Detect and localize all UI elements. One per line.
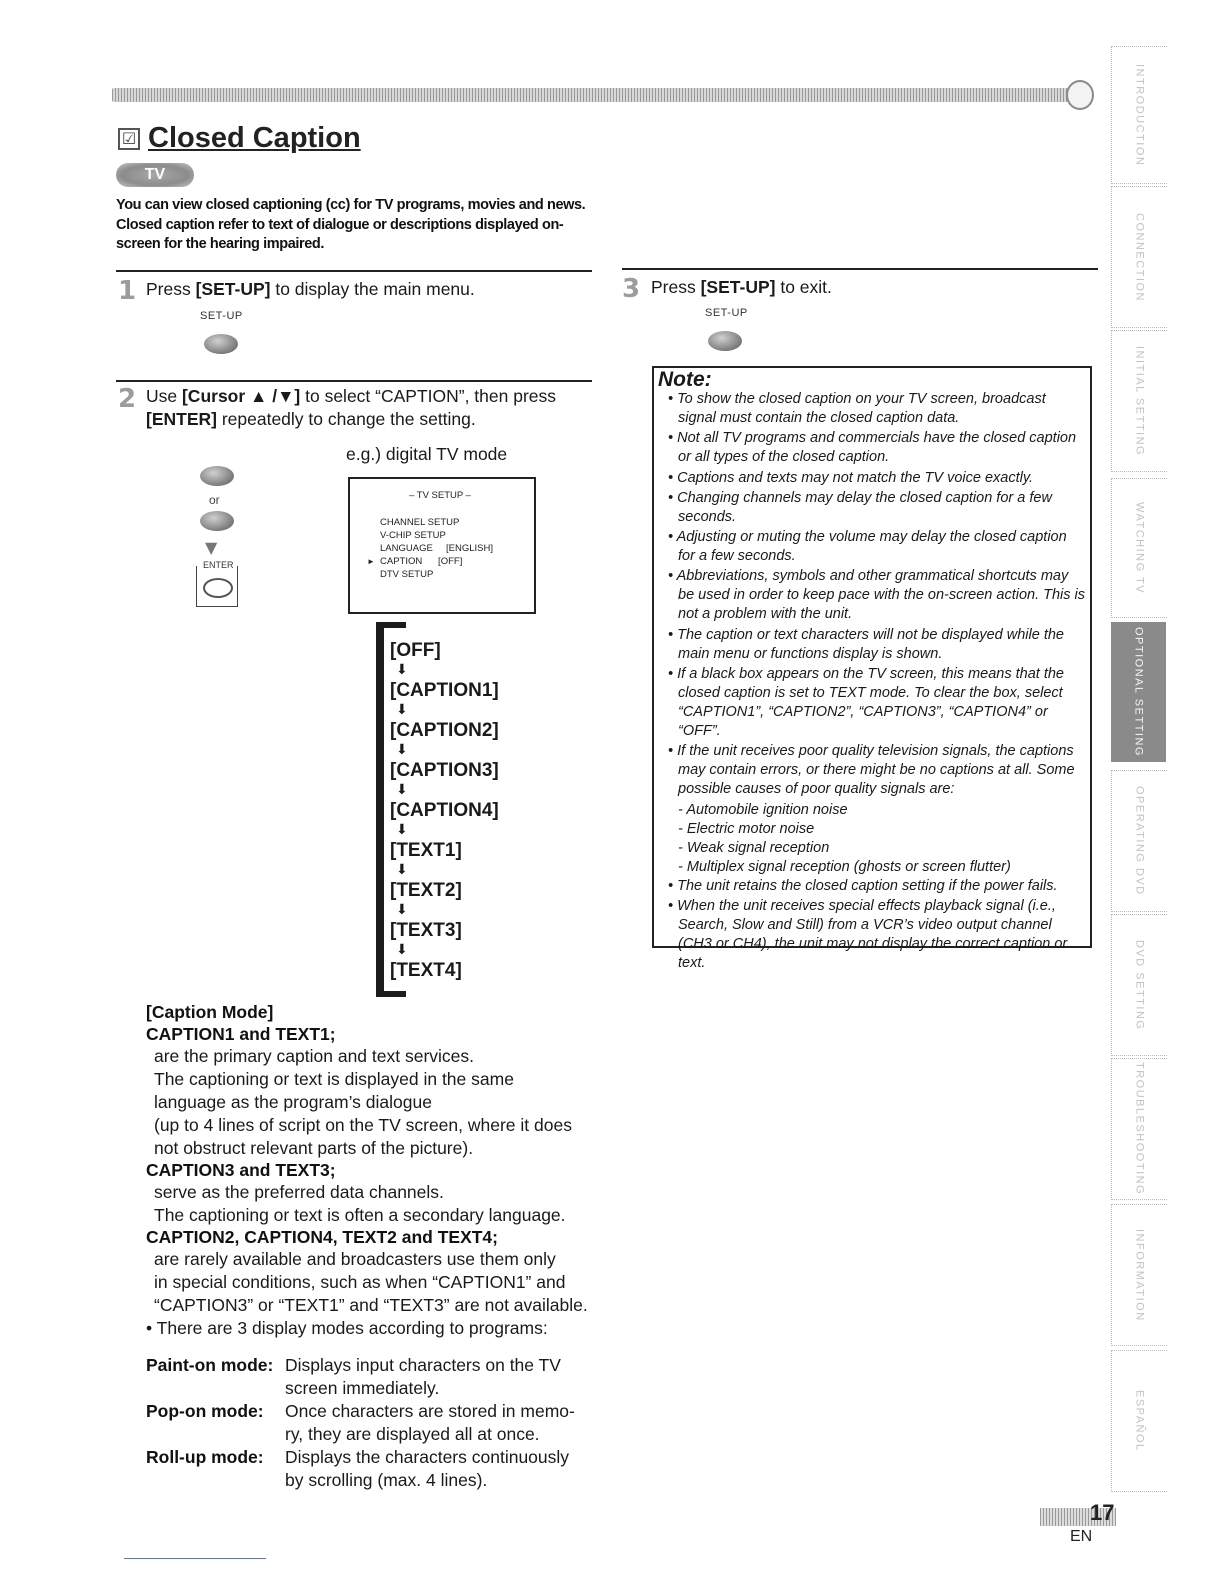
- side-tab-information[interactable]: INFORMATION: [1111, 1204, 1167, 1346]
- cursor-down-button-icon: [200, 511, 234, 531]
- display-modes-table: [146, 1354, 606, 1492]
- step2-number: 2: [118, 384, 137, 414]
- flow-item: [CAPTION3]: [390, 760, 499, 781]
- flow-arrow-icon: ⬇: [396, 702, 408, 718]
- setup-button-label: SET-UP: [705, 307, 748, 319]
- caption2-4-text2-4-heading: CAPTION2, CAPTION4, TEXT2 and TEXT4;: [146, 1227, 498, 1247]
- note-title: Note:: [658, 368, 712, 391]
- flow-bracket-bar: [376, 622, 384, 997]
- tv-mode-badge: TV: [116, 163, 194, 187]
- cursor-up-button-icon: [200, 466, 234, 486]
- flow-arrow-icon: ⬇: [396, 822, 408, 838]
- flow-arrow-icon: ⬇: [396, 902, 408, 918]
- enter-label: ENTER: [203, 560, 234, 570]
- flow-arrow-icon: ⬇: [396, 782, 408, 798]
- step1-instruction: Press [SET-UP] to display the main menu.: [146, 279, 475, 299]
- page-number: 17: [1090, 1500, 1115, 1525]
- step2-instruction: Use [Cursor ▲ /▼] to select “CAPTION”, then press [ENTER] repeatedly to change the setting.: [146, 386, 557, 429]
- note-subitem: - Weak signal reception: [678, 839, 830, 856]
- note-subitem: - Electric motor noise: [678, 820, 815, 837]
- mode-row: Paint-on mode: Displays input characters on the TV screen immediately.: [146, 1355, 561, 1398]
- osd-item: LANGUAGE [ENGLISH]: [380, 543, 493, 554]
- side-tab-dvd-setting[interactable]: DVD SETTING: [1111, 914, 1167, 1056]
- setup-key-label: [SET-UP]: [195, 279, 271, 299]
- note-list: [660, 390, 1086, 974]
- bottom-rule: [124, 1558, 266, 1559]
- note-item: • If a black box appears on the TV screen, this means that the closed caption is set to TEXT mode. To clear the box, select “CAPTION1”, “CAPTION2”, “CAPTION3”, “CAPTION4” or “OFF”.: [668, 666, 1064, 740]
- flow-item: [TEXT1]: [390, 840, 462, 861]
- step3-number: 3: [622, 274, 641, 304]
- flow-item: [CAPTION4]: [390, 800, 499, 821]
- intro-text: You can view closed captioning (cc) for TV programs, movies and news. Closed caption refer to text of dialogue or descriptions displayed on-screen for the hearing impaired.: [116, 197, 586, 252]
- step3-rule: [622, 268, 1098, 270]
- caption3-text3-heading: CAPTION3 and TEXT3;: [146, 1160, 336, 1180]
- note-item: • Abbreviations, symbols and other grammatical shortcuts may be used in order to keep pace with the on-screen action. This is not a problem with the unit.: [668, 568, 1086, 623]
- flow-bracket-bottom: [376, 991, 406, 997]
- flow-item: [TEXT3]: [390, 920, 462, 941]
- caption1-text1-description: are the primary caption and text services. The captioning or text is displayed in the same language as the program’s dialogue (up to 4 lines of script on the TV screen, where it does not obstruct relevant parts of the picture).: [154, 1046, 572, 1158]
- setup-button-icon: [204, 334, 238, 354]
- note-subitem: - Automobile ignition noise: [678, 801, 848, 818]
- side-tab-initial-setting[interactable]: INITIAL SETTING: [1111, 330, 1167, 472]
- example-label: e.g.) digital TV mode: [346, 444, 508, 464]
- note-item: • Not all TV programs and commercials have the closed caption or all types of the closed caption.: [668, 430, 1077, 466]
- flow-arrow-icon: ⬇: [396, 862, 408, 878]
- down-arrow-icon: ▼: [205, 538, 218, 557]
- osd-item: V-CHIP SETUP: [380, 530, 446, 541]
- setup-button-label: SET-UP: [200, 310, 243, 322]
- side-tab-troubleshooting[interactable]: TROUBLESHOOTING: [1111, 1058, 1167, 1200]
- osd-item: CHANNEL SETUP: [380, 517, 460, 528]
- flow-bracket-top: [376, 622, 406, 628]
- side-tab-introduction[interactable]: INTRODUCTION: [1111, 46, 1167, 184]
- page-language: EN: [1070, 1528, 1093, 1545]
- caption-mode-heading: [Caption Mode]: [146, 1002, 274, 1022]
- mode-row: Pop-on mode: Once characters are stored in memo- ry, they are displayed all at once.: [146, 1401, 575, 1444]
- step1-number: 1: [118, 276, 137, 306]
- mode-row: Roll-up mode: Displays the characters continuously by scrolling (max. 4 lines).: [146, 1447, 570, 1490]
- flow-item: [CAPTION2]: [390, 720, 499, 741]
- setup-button-icon: [708, 331, 742, 351]
- flow-item: [CAPTION1]: [390, 680, 499, 701]
- caption-mode-section: [146, 1002, 606, 1340]
- osd-cursor-icon: ►: [367, 557, 375, 566]
- note-item: • If the unit receives poor quality television signals, the captions may contain errors, or there might be no captions at all. Some possible causes of poor quality signals are:: [668, 743, 1075, 798]
- header-decorative-bar: [112, 88, 1072, 102]
- enter-button-frame: [196, 560, 238, 607]
- note-item: • Captions and texts may not match the TV voice exactly.: [668, 469, 1034, 486]
- flow-item: [OFF]: [390, 640, 441, 661]
- page-title: Closed Caption: [148, 122, 361, 154]
- note-item: • Adjusting or muting the volume may delay the closed caption for a few seconds.: [668, 529, 1067, 565]
- flow-arrow-icon: ⬇: [396, 742, 408, 758]
- display-modes-bullet: • There are 3 display modes according to programs:: [146, 1318, 548, 1338]
- step3-instruction: Press [SET-UP] to exit.: [651, 277, 832, 297]
- note-item: • To show the closed caption on your TV screen, broadcast signal must contain the closed caption data.: [668, 391, 1046, 426]
- flow-arrow-icon: ⬇: [396, 662, 408, 678]
- note-box: [652, 366, 1092, 971]
- side-tab-optional-setting[interactable]: OPTIONAL SETTING: [1111, 622, 1166, 762]
- step2-rule: [116, 380, 592, 382]
- caption2-4-description: are rarely available and broadcasters use them only in special conditions, such as when “CAPTION1” and “CAPTION3” or “TEXT1” and “TEXT3” are not available.: [154, 1249, 588, 1315]
- flow-item: [TEXT2]: [390, 880, 462, 901]
- flow-item: [TEXT4]: [390, 960, 462, 981]
- side-tab-operating-dvd[interactable]: OPERATING DVD: [1111, 770, 1167, 912]
- note-item: • The caption or text characters will not be displayed while the main menu or functions display is shown.: [668, 626, 1064, 662]
- side-tab-connection[interactable]: CONNECTION: [1111, 186, 1167, 328]
- section-title-row: [118, 122, 361, 155]
- osd-header: – TV SETUP –: [409, 490, 471, 501]
- step1-rule: [116, 270, 592, 272]
- osd-item: DTV SETUP: [380, 569, 434, 580]
- note-item: • Changing channels may delay the closed caption for a few seconds.: [668, 489, 1052, 525]
- tv-setup-osd: [348, 477, 536, 614]
- flow-arrow-icon: ⬇: [396, 942, 408, 958]
- note-subitem: - Multiplex signal reception (ghosts or screen flutter): [678, 858, 1011, 875]
- header-circle-ornament: [1066, 80, 1094, 110]
- note-item: • The unit retains the closed caption setting if the power fails.: [668, 877, 1058, 894]
- side-tab-espanol[interactable]: ESPAÑOL: [1111, 1350, 1167, 1492]
- enter-button-icon: [203, 578, 233, 598]
- osd-item-selected: ► CAPTION [OFF]: [367, 556, 463, 567]
- side-tab-watching-tv[interactable]: WATCHING TV: [1111, 478, 1167, 618]
- note-item: • When the unit receives special effects playback signal (i.e., Search, Slow and Still) from a VCR’s video output channel (CH3 or CH4), the unit may not display the correct caption or text.: [668, 897, 1068, 971]
- checkbox-icon: ☑: [118, 128, 140, 150]
- or-label: or: [209, 493, 220, 507]
- caption1-text1-heading: CAPTION1 and TEXT1;: [146, 1024, 336, 1044]
- caption3-text3-description: serve as the preferred data channels. The captioning or text is often a secondary language.: [154, 1182, 566, 1225]
